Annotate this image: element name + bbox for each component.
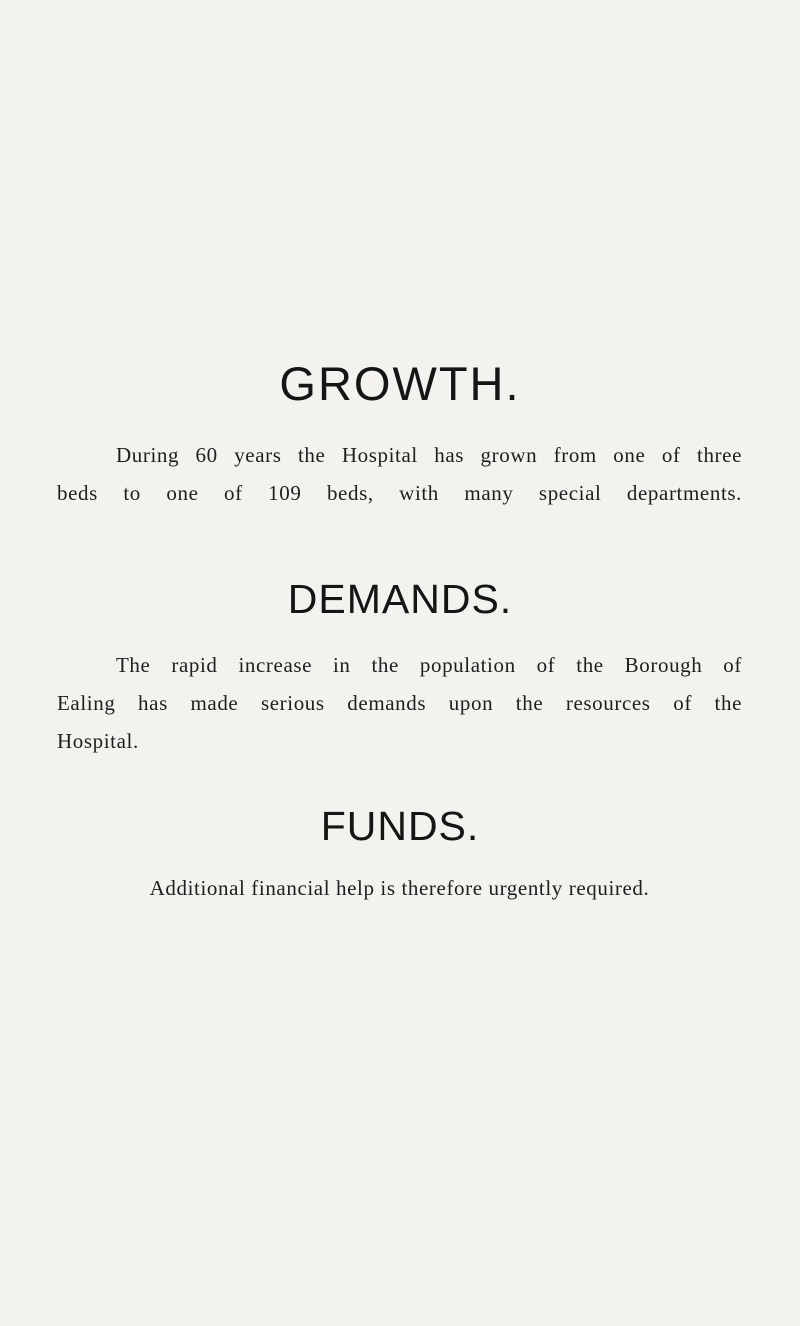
demands-line-2: Ealing has made serious demands upon the resources of the: [57, 691, 742, 715]
demands-line-1: The rapid increase in the population of the Borough of: [116, 653, 742, 677]
demands-heading: DEMANDS.: [287, 576, 513, 622]
growth-paragraph: [57, 436, 742, 512]
funds-heading: FUNDS.: [320, 803, 480, 849]
funds-paragraph: [57, 869, 742, 907]
funds-line-1: Additional financial help is therefore urgently required.: [149, 876, 650, 900]
demands-paragraph: [57, 646, 742, 760]
growth-line-2: beds to one of 109 beds, with many special departments.: [57, 481, 742, 505]
growth-heading: GROWTH.: [279, 357, 521, 410]
growth-line-1: During 60 years the Hospital has grown from one of three: [116, 443, 742, 467]
demands-line-3: Hospital.: [57, 729, 139, 753]
